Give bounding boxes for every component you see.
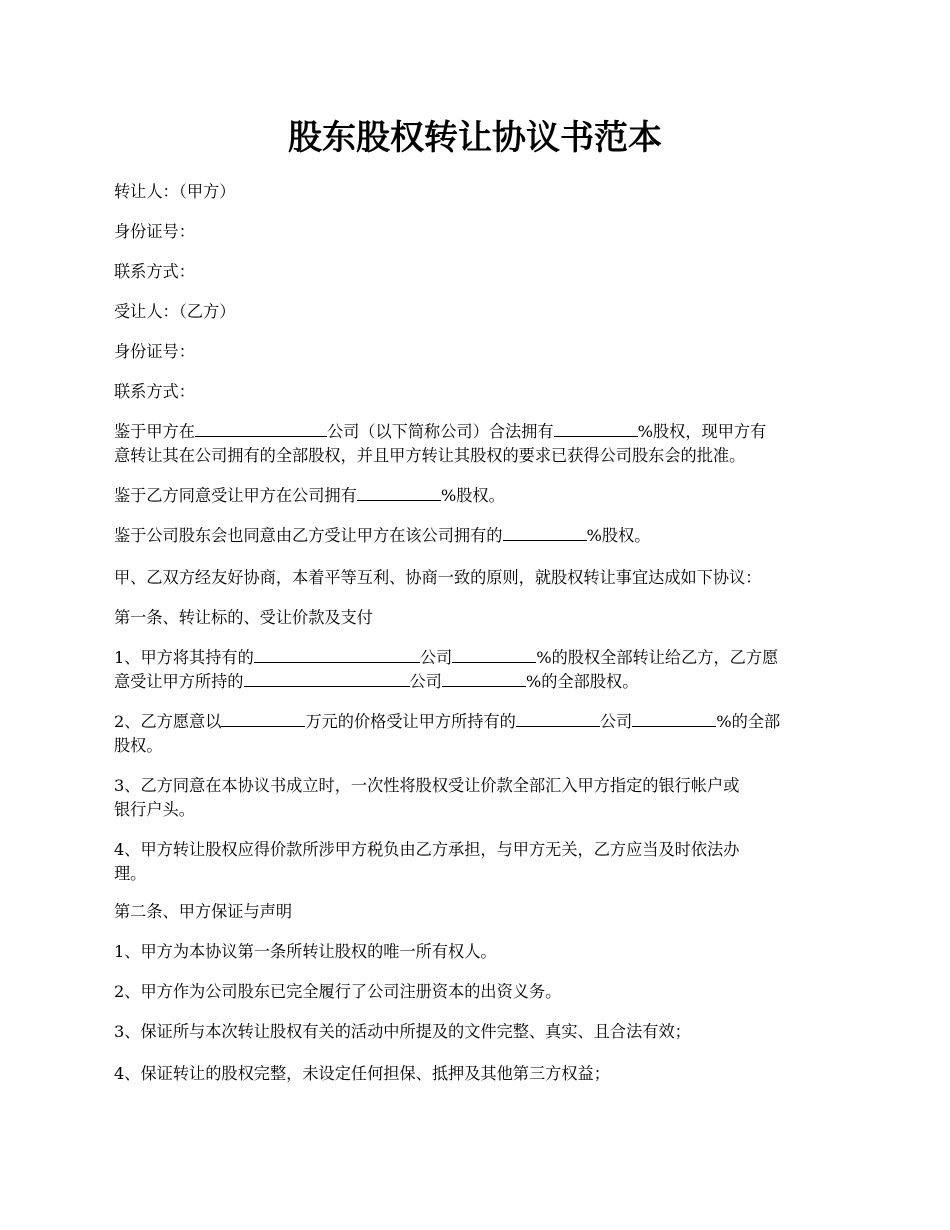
blank-percent [554, 420, 638, 437]
blank-company-name [244, 670, 410, 687]
article-1-clause-4-cont: 理。 [114, 864, 147, 883]
recital-paragraph-3 [114, 524, 852, 548]
text-segment: 鉴于公司股东会也同意由乙方受让甲方在该公司拥有的 [114, 526, 503, 545]
text-segment: 公司（以下简称公司）合法拥有 [326, 422, 554, 441]
article-1-clause-2-cont: 股权。 [114, 736, 163, 755]
transferee-contact-line: 联系方式： [114, 382, 195, 401]
agreement-intro: 甲、乙双方经友好协商，本着平等互利、协商一致的原则，就股权转让事宜达成如下协议： [114, 568, 762, 587]
transferee-line: 受让人：（乙方） [114, 302, 236, 321]
article-2-clause-1: 1、甲方为本协议第一条所转让股权的唯一所有权人。 [114, 942, 497, 961]
recital-paragraph-1 [114, 420, 852, 444]
blank-price [221, 710, 305, 727]
text-segment: 1、甲方将其持有的 [114, 648, 254, 667]
blank-percent [357, 484, 441, 501]
article-2-clause-4: 4、保证转让的股权完整，未设定任何担保、抵押及其他第三方权益； [114, 1064, 610, 1083]
text-segment: %股权。 [440, 486, 505, 505]
article-1-clause-3-cont: 银行户头。 [114, 800, 195, 819]
text-segment: 万元的价格受让甲方所持有的 [305, 712, 516, 731]
text-segment: 公司 [419, 648, 453, 667]
article-1-clause-4: 4、甲方转让股权应得价款所涉甲方税负由乙方承担，与甲方无关，乙方应当及时依法办 [114, 840, 740, 859]
recital-paragraph-1-cont: 意转让其在公司拥有的全部股权，并且甲方转让其股权的要求已获得公司股东会的批准。 [114, 446, 746, 465]
text-segment: %股权。 [586, 526, 651, 545]
article-1-clause-2 [114, 710, 852, 734]
article-1-clause-1 [114, 646, 852, 670]
text-segment: 2、乙方愿意以 [114, 712, 222, 731]
blank-percent [452, 646, 536, 663]
transferee-id-line: 身份证号： [114, 342, 195, 361]
text-segment: %股权，现甲方有 [637, 422, 767, 441]
recital-paragraph-2 [114, 484, 852, 508]
blank-company-name [516, 710, 600, 727]
text-segment: 公司 [409, 672, 442, 691]
blank-company-name [195, 420, 327, 437]
text-segment: 鉴于甲方在 [114, 422, 195, 441]
text-segment: %的全部股权。 [525, 672, 639, 691]
text-segment: %的全部 [716, 712, 781, 731]
text-segment: 公司 [599, 712, 633, 731]
article-2-clause-3: 3、保证所与本次转让股权有关的活动中所提及的文件完整、真实、且合法有效； [114, 1022, 691, 1041]
blank-percent [632, 710, 716, 727]
article-1-heading: 第一条、转让标的、受让价款及支付 [114, 608, 373, 627]
transferor-id-line: 身份证号： [114, 222, 195, 241]
transferor-contact-line: 联系方式： [114, 262, 195, 281]
text-segment: 鉴于乙方同意受让甲方在公司拥有 [114, 486, 357, 505]
text-segment: 意受让甲方所持的 [114, 672, 244, 691]
blank-percent [442, 670, 526, 687]
text-segment: %的股权全部转让给乙方，乙方愿 [536, 648, 779, 667]
document-title: 股东股权转让协议书范本 [288, 118, 662, 158]
blank-percent [503, 524, 587, 541]
article-1-clause-3: 3、乙方同意在本协议书成立时，一次性将股权受让价款全部汇入甲方指定的银行帐户或 [114, 776, 740, 795]
article-2-heading: 第二条、甲方保证与声明 [114, 902, 293, 921]
article-2-clause-2: 2、甲方作为公司股东已完全履行了公司注册资本的出资义务。 [114, 982, 562, 1001]
transferor-line: 转让人：（甲方） [114, 182, 236, 201]
blank-company-name [254, 646, 420, 663]
article-1-clause-1-cont [114, 670, 852, 694]
